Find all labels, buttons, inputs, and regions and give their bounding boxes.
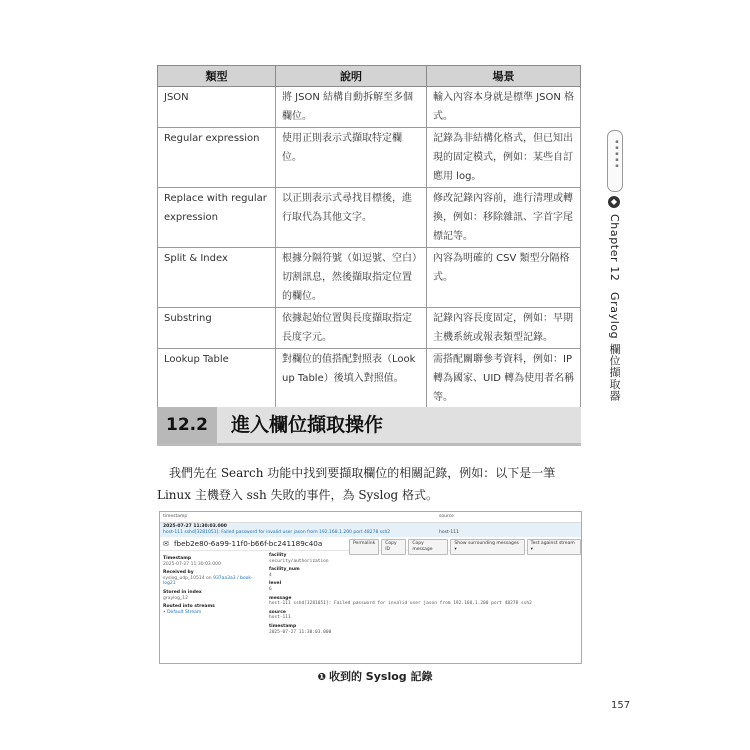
chapter-title-vertical [606,214,622,401]
table-row [158,87,581,128]
meta-label: Stored in index [163,589,202,595]
permalink-button: Permalink [349,539,379,555]
cell-description: 使用正則表示式擷取特定欄位。 [276,128,427,188]
field-value: 2025-07-27 11:30:03.000 [269,629,332,635]
field-value: security/authorization [269,558,329,564]
cell-description: 以正則表示式尋找目標後，進行取代為其他文字。 [276,188,427,248]
message-fields [269,550,577,635]
row-message: host-111 sshd[3281051]: Failed password for invalid user jason from 192.168.1.200 port 48278 ssh2 [163,530,391,535]
column-timestamp: timestamp [163,514,188,519]
envelope-icon: ✉ [163,540,169,548]
field-key: facility [269,553,287,558]
body-paragraph: 我們先在 Search 功能中找到要擷取欄位的相關記錄，例如：以下是一筆 Linux 主機登入 ssh 失敗的事件，為 Syslog 格式。 [157,466,556,502]
section-heading [157,407,581,446]
field-value: 4 [269,572,272,578]
cell-description: 根據分隔符號（如逗號、空白）切割訊息，然後擷取指定位置的欄位。 [276,248,427,308]
header-scenario: 場景 [427,66,581,87]
test-against-stream-button: Test against stream ▾ [527,539,581,555]
cell-scenario: 需搭配關聯參考資料，例如：IP 轉為國家、UID 轉為使用者名稱等。 [427,349,581,409]
cell-scenario: 記錄內容長度固定，例如：早期主機系統或報表類型記錄。 [427,308,581,349]
column-source: source [439,514,454,519]
cell-type: Substring [158,308,276,349]
field-value: host-111 [269,615,291,621]
chapter-name: Graylog 欄位擷取器 [608,291,621,401]
message-id: fbeb2e80-6a99-11f0-b66f-bc241189c40a [174,539,323,548]
table-header-row [158,66,581,87]
meta-value [163,576,263,587]
message-row [160,523,581,537]
extractor-types-table [157,65,581,409]
cell-scenario: 輸入內容本身就是標準 JSON 格式。 [427,87,581,128]
cell-type: Regular expression [158,128,276,188]
section-number: 12.2 [157,407,217,443]
cell-description: 將 JSON 結構自動拆解至多個欄位。 [276,87,427,128]
field-key: source [269,609,286,615]
graylog-message-screenshot [159,511,582,664]
chapter-tab-dots: ▪▪▪▪▪ [614,139,620,169]
table-row [158,248,581,308]
caption-number-icon: ❶ [317,672,326,683]
cell-scenario: 記錄為非結構化格式，但已知出現的固定模式，例如：某些自訂應用 log。 [427,128,581,188]
stream-name: Default Stream [167,609,202,615]
surrounding-messages-button: Show surrounding messages ▾ [450,539,524,555]
copy-id-button: Copy ID [381,539,406,555]
cell-type: Replace with regular expression [158,188,276,248]
chapter-bullet-icon: ◆ [608,196,620,208]
cell-scenario: 內容為明確的 CSV 類型分隔格式。 [427,248,581,308]
page-number: 157 [611,700,631,711]
table-row [158,128,581,188]
field-value: host-111 sshd[3281051]: Failed password for invalid user jason from 192.168.1.200 port 48278 ssh2 [269,601,532,607]
received-input: syslog_udp_10514 on [163,575,212,581]
table-row [158,188,581,248]
message-id-bar [160,537,581,551]
stream-link: • Default Stream [163,609,202,615]
message-table-header [160,512,581,523]
cell-type: Lookup Table [158,349,276,409]
copy-message-button: Copy message [408,539,448,555]
meta-value: 2025-07-27 11:30:03.000 [163,561,221,567]
cell-type: JSON [158,87,276,128]
row-source: host-111 [439,530,459,535]
section-title: 進入欄位擷取操作 [231,414,384,436]
meta-label: Routed into streams [163,604,215,610]
cell-description: 依據起始位置與長度擷取指定長度字元。 [276,308,427,349]
received-node-link: 937aa3a3 / book-log21 [163,575,253,587]
cell-scenario: 修改記錄內容前，進行清理或轉換，例如：移除雜訊、字首字尾標記等。 [427,188,581,248]
meta-label: Timestamp [163,556,192,561]
row-timestamp: 2025-07-27 11:30:03.000 [163,524,227,529]
field-key: facility_num [269,567,300,573]
cell-type: Split & Index [158,248,276,308]
header-type: 類型 [158,66,276,87]
cell-description: 對欄位的值搭配對照表（Lookup Table）後填入對照值。 [276,349,427,409]
table-row [158,349,581,409]
header-description: 說明 [276,66,427,87]
field-key: level [269,581,282,587]
meta-label: Received by [163,570,194,576]
chapter-number: Chapter 12 [608,214,621,282]
field-key: timestamp [269,623,297,629]
caption-text: 收到的 Syslog 記錄 [328,670,433,683]
message-meta [163,553,263,615]
figure-caption [0,668,750,684]
field-value: 6 [269,586,272,592]
meta-value: graylog_12 [163,595,188,601]
field-key: message [269,595,292,601]
table-row [158,308,581,349]
chapter-tab [607,130,623,192]
